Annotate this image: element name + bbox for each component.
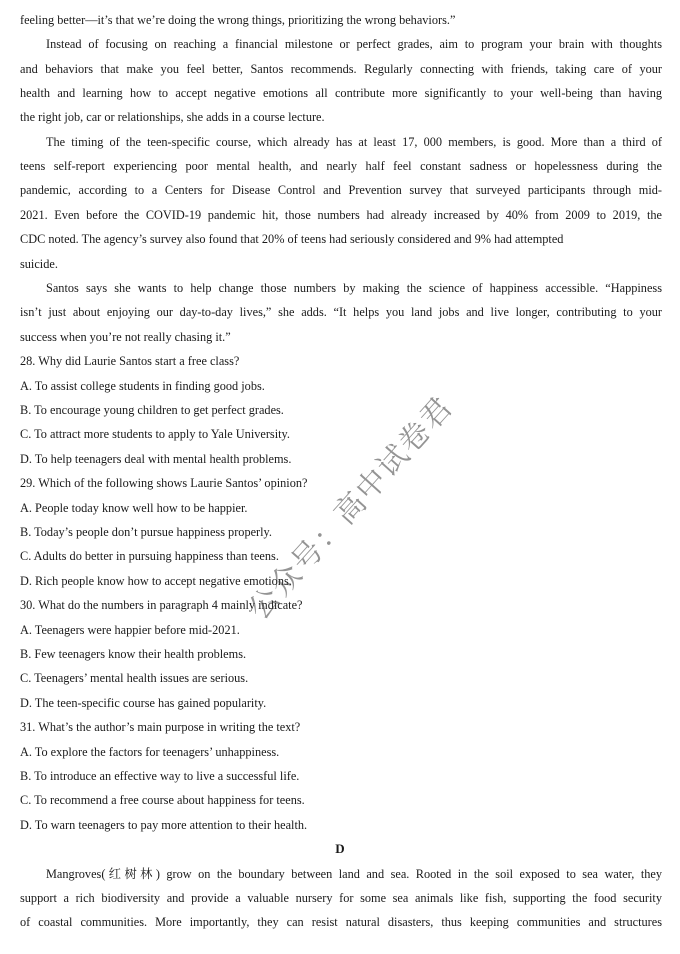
passage-line: pandemic, according to a Centers for Disease Control and Prevention survey that surveyed participants through mid- [20,183,662,197]
question-stem: 29. Which of the following shows Laurie Santos’ opinion? [20,476,308,490]
passage-line: The timing of the teen-specific course, which already has at least 17, 000 members, is good. More than a third of [46,135,662,149]
answer-option: B. Today’s people don’t pursue happiness properly. [20,525,272,539]
answer-option: D. The teen-specific course has gained popularity. [20,696,267,710]
passage-line: isn’t just about enjoying our day-to-day lives,” she adds. “It helps you land jobs and live longer, contributing to your [20,305,662,319]
question-stem: 30. What do the numbers in paragraph 4 mainly indicate? [20,598,303,612]
passage-line: CDC noted. The agency’s survey also found that 20% of teens had seriously considered and 9% had attempted [20,232,564,246]
passage-line: suicide. [20,257,58,271]
passage-line: feeling better—it’s that we’re doing the wrong things, prioritizing the wrong behaviors.” [20,13,456,27]
answer-option: D. Rich people know how to accept negative emotions. [20,574,292,588]
passage-line: health and learning how to accept negative emotions all contribute more significantly to your well-being than having [20,86,662,100]
answer-option: C. Teenagers’ mental health issues are serious. [20,671,249,685]
question-stem: 31. What’s the author’s main purpose in writing the text? [20,720,301,734]
answer-option: C. To recommend a free course about happiness for teens. [20,793,305,807]
answer-option: A. Teenagers were happier before mid-2021. [20,623,240,637]
passage-line: the right job, car or relationships, she adds in a course lecture. [20,110,325,124]
passage-line: of coastal communities. More importantly, they can resist natural disasters, thus keeping communities and structures [20,915,662,929]
answer-option: A. To explore the factors for teenagers’ unhappiness. [20,745,280,759]
passage-line: support a rich biodiversity and provide a valuable nursery for some sea animals like fish, supporting the food security [20,891,662,905]
passage-line: and behaviors that make you feel better, Santos recommends. Regularly connecting with friends, taking care of your [20,62,662,76]
answer-option: A. People today know well how to be happier. [20,501,248,515]
answer-option: B. To encourage young children to get perfect grades. [20,403,284,417]
passage-line: success when you’re not really chasing it.” [20,330,231,344]
passage-line: teens self-report experiencing poor mental health, and nearly half feel constant sadness or hopelessness during the [20,159,662,173]
answer-option: D. To warn teenagers to pay more attention to their health. [20,818,308,832]
answer-option: D. To help teenagers deal with mental health problems. [20,452,292,466]
watermark-text: 公众号：高中试卷君 [241,389,461,627]
passage-line: Santos says she wants to help change those numbers by making the science of happiness accessible. “Happiness [46,281,662,295]
question-stem: 28. Why did Laurie Santos start a free class? [20,354,240,368]
section-heading: D [335,841,345,856]
answer-option: B. Few teenagers know their health problems. [20,647,247,661]
answer-option: A. To assist college students in finding good jobs. [20,379,265,393]
answer-option: B. To introduce an effective way to live a successful life. [20,769,300,783]
passage-line: Mangroves(红树林) grow on the boundary between land and sea. Rooted in the soil exposed to sea water, they [46,867,662,881]
passage-line: 2021. Even before the COVID-19 pandemic hit, those numbers had already increased by 40% from 2009 to 2019, the [20,208,662,222]
answer-option: C. To attract more students to apply to Yale University. [20,427,290,441]
answer-option: C. Adults do better in pursuing happiness than teens. [20,549,279,563]
passage-line: Instead of focusing on reaching a financial milestone or perfect grades, aim to program your brain with thoughts [46,37,662,51]
